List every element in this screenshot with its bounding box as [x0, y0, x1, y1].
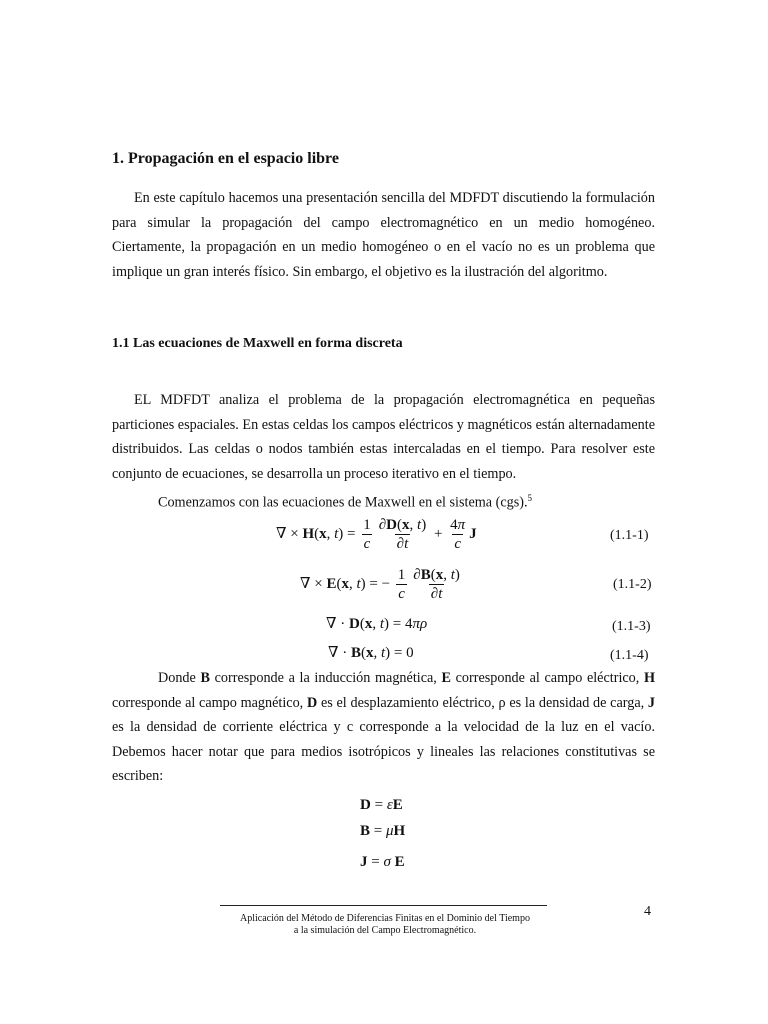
- constitutive-relation-D: D = εE: [360, 797, 403, 813]
- subsection-heading: 1.1 Las ecuaciones de Maxwell en forma discreta: [112, 336, 403, 351]
- symbol-E: E: [441, 670, 451, 686]
- equation-ampere: ∇ × H(x, t) = $\frac{1}{c}$ $\frac{\partial D(x, t)}{\partial t}$ + $\frac{4\pi}{c}$ J: [276, 517, 477, 552]
- subsection-paragraph: [112, 388, 655, 516]
- def-text: corresponde a la inducción magnética,: [209, 670, 442, 686]
- footer-line-1: Aplicación del Método de Diferencias Finitas en el Dominio del Tiempo: [240, 913, 530, 924]
- symbol-H: H: [643, 670, 656, 686]
- equation-faraday: ∇ × E(x, t) = − $\frac{1}{c}$ $\frac{\partial B(x, t)}{\partial t}$: [300, 567, 460, 602]
- subsection-paragraph-text: EL MDFDT analiza el problema de la propagación electromagnética en pequeñas particiones espaciales. En estas celdas los campos eléctricos y magnéticos están alternadamente distribuidos. Las celdas o nodos también estas intercaladas en el tiempo. Para resolver este conjunto de ecuaciones, se desarrolla un proceso iterativo en el tiempo.: [112, 392, 655, 482]
- equation-number-1: (1.1-1): [610, 528, 649, 543]
- maxwell-intro-line: [112, 486, 532, 515]
- equation-number-3: (1.1-3): [612, 619, 651, 634]
- definitions-paragraph: [112, 666, 655, 789]
- symbol-J: J: [647, 694, 656, 711]
- equation-number-2: (1.1-2): [613, 577, 652, 592]
- equation-number-4: (1.1-4): [610, 648, 649, 663]
- def-text: Donde: [158, 670, 201, 686]
- def-text: es el desplazamiento eléctrico, ρ es la densidad de carga,: [317, 694, 648, 711]
- footer-line-2: a la simulación del Campo Electromagnético.: [293, 925, 477, 936]
- constitutive-relation-B: B = μH: [360, 823, 406, 839]
- page-number: 4: [644, 904, 651, 919]
- equation-gauss-magnetic: ∇ · B(x, t) = 0: [328, 645, 414, 661]
- def-text: es la densidad de corriente eléctrica y c corresponde a la velocidad de la luz en el vacío. Debemos hacer notar que para medios isotrópicos y lineales las relaciones constitutivas se escriben:: [112, 719, 655, 785]
- page-footer: [200, 913, 570, 937]
- section-intro-paragraph: En este capítulo hacemos una presentación sencilla del MDFDT discutiendo la formulación para simular la propagación del campo electromagnético en un medio homogéneo. Ciertamente, la propagación en un medio homogéneo o en el vacío no es un problema que implique un gran interés físico. Sin embargo, el objetivo es la ilustración del algoritmo.: [112, 190, 655, 280]
- footnote-mark: 5: [527, 493, 533, 504]
- constitutive-relation-J: J = σ E: [360, 854, 405, 870]
- footer-rule: [220, 905, 547, 906]
- symbol-D: D: [306, 694, 318, 711]
- def-text: corresponde al campo magnético,: [112, 694, 307, 711]
- maxwell-intro-text: Comenzamos con las ecuaciones de Maxwell en el sistema (cgs).: [158, 495, 528, 512]
- equation-gauss-electric: ∇ · D(x, t) = 4πρ: [326, 616, 428, 632]
- symbol-B: B: [200, 670, 210, 686]
- section-heading: 1. Propagación en el espacio libre: [112, 150, 339, 167]
- def-text: corresponde al campo eléctrico,: [450, 670, 644, 686]
